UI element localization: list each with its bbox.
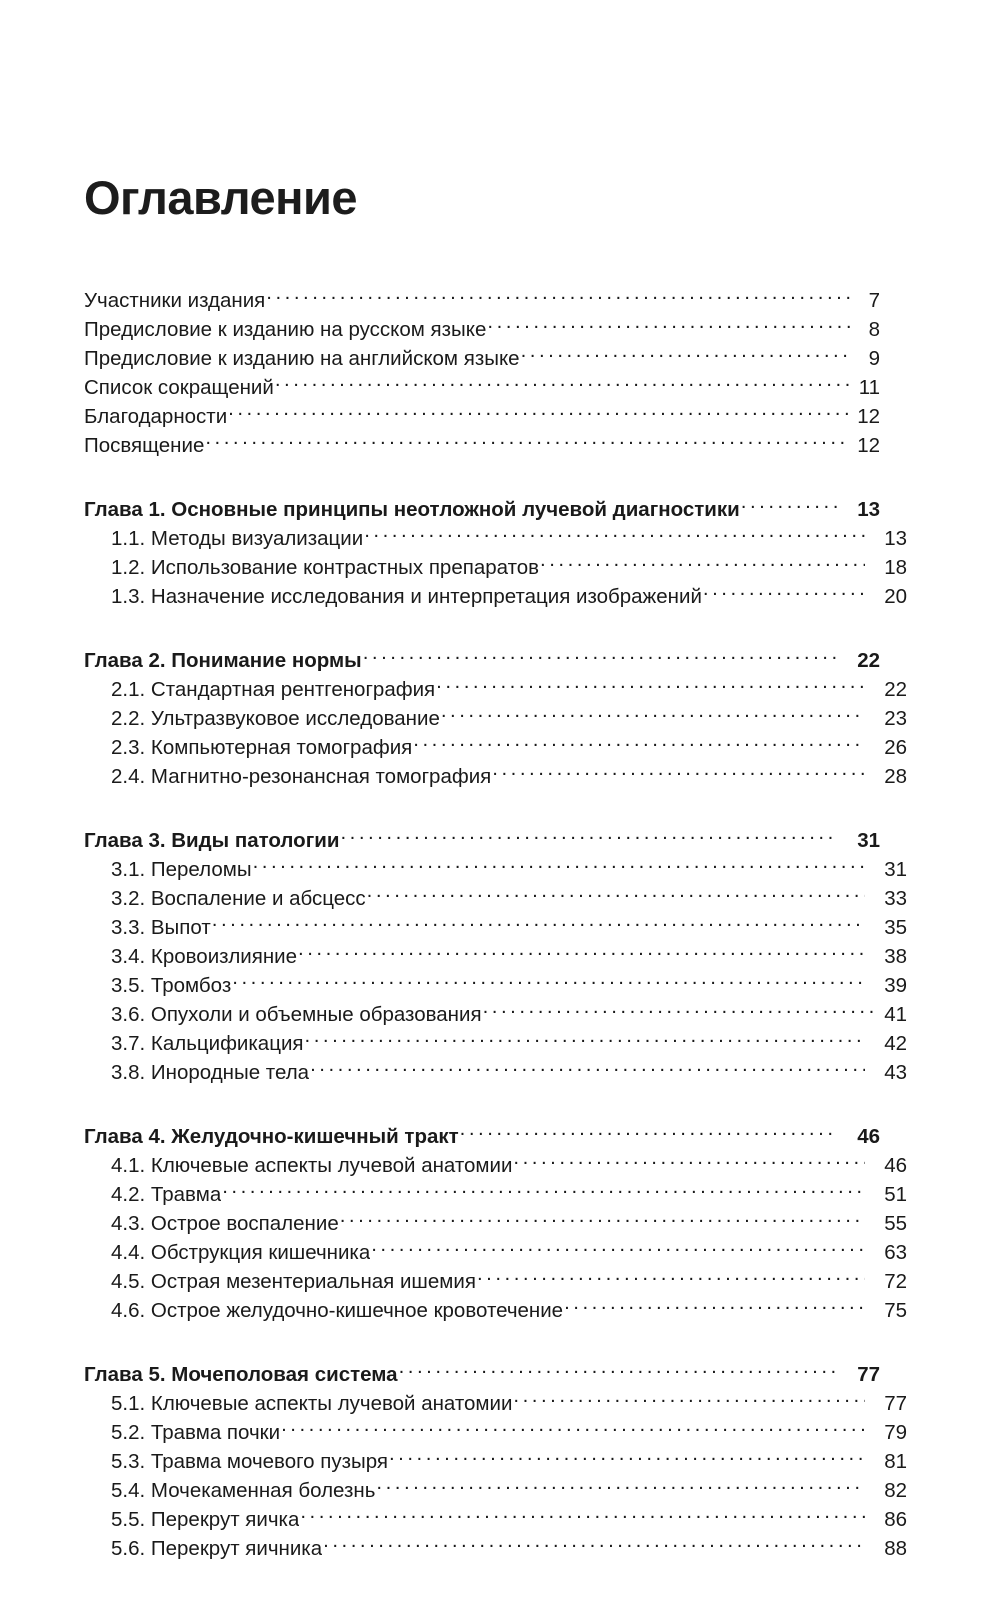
toc-section-entry[interactable] (84, 1238, 907, 1267)
toc-section-entry[interactable] (84, 704, 907, 733)
toc-entry-label: 5.6. Перекрут яичника (111, 1537, 323, 1560)
toc-entry-page-number: 39 (884, 974, 907, 997)
toc-entry-label: 1.3. Назначение исследования и интерпретация изображений (111, 585, 702, 608)
toc-entry-label: 4.5. Острая мезентериальная ишемия (111, 1270, 476, 1293)
chapter-block (84, 495, 907, 611)
toc-entry-label: 3.8. Инородные тела (111, 1061, 310, 1084)
chapter-block (84, 1122, 907, 1325)
toc-entry-page-number: 11 (858, 376, 880, 399)
toc-section-entry[interactable] (84, 1534, 907, 1563)
toc-entry-label: 5.5. Перекрут яичка (111, 1508, 300, 1531)
toc-entry-page-number: 22 (857, 649, 880, 672)
dot-leader (521, 345, 850, 366)
dot-leader (741, 496, 838, 517)
dot-leader (228, 403, 850, 424)
toc-entry-label: 2.1. Стандартная рентгенография (111, 678, 436, 701)
toc-section-entry[interactable] (84, 1418, 907, 1447)
toc-chapter-entry[interactable] (84, 826, 880, 855)
toc-entry-page-number: 63 (884, 1241, 907, 1264)
chapter-block (84, 1360, 907, 1563)
dot-leader (540, 554, 865, 575)
toc-section-entry[interactable] (84, 1058, 907, 1087)
toc-section-entry[interactable] (84, 1209, 907, 1238)
dot-leader (399, 1361, 838, 1382)
toc-section-entry[interactable] (84, 884, 907, 913)
dot-leader (413, 734, 865, 755)
toc-entry-label: 3.7. Кальцификация (111, 1032, 304, 1055)
dot-leader (436, 676, 865, 697)
dot-leader (363, 647, 838, 668)
dot-leader (513, 1390, 865, 1411)
toc-entry-label: 3.3. Выпот (111, 916, 211, 939)
toc-entry-label: 3.2. Воспаление и абсцесс (111, 887, 366, 910)
toc-list (84, 286, 907, 1563)
toc-entry-label: 2.2. Ультразвуковое исследование (111, 707, 440, 730)
toc-entry-label: Предисловие к изданию на русском языке (84, 318, 487, 341)
toc-section-entry[interactable] (84, 1296, 907, 1325)
toc-entry-page-number: 28 (884, 765, 907, 788)
toc-section-entry[interactable] (84, 1000, 907, 1029)
dot-leader (364, 525, 865, 546)
dot-leader (703, 583, 865, 604)
toc-entry-page-number: 77 (884, 1392, 907, 1415)
toc-entry-page-number: 82 (884, 1479, 907, 1502)
toc-entry-label: 4.6. Острое желудочно-кишечное кровотечение (111, 1299, 564, 1322)
toc-entry-label: 4.1. Ключевые аспекты лучевой анатомии (111, 1154, 513, 1177)
dot-leader (367, 885, 865, 906)
toc-chapter-entry[interactable] (84, 1122, 880, 1151)
dot-leader (253, 856, 865, 877)
toc-section-entry[interactable] (84, 971, 907, 1000)
dot-leader (266, 287, 850, 308)
dot-leader (513, 1152, 865, 1173)
toc-front-matter-entry[interactable] (84, 402, 880, 431)
dot-leader (305, 1030, 866, 1051)
toc-entry-label: Благодарности (84, 405, 228, 428)
toc-front-matter-entry[interactable] (84, 344, 880, 373)
chapter-groups (84, 495, 907, 1563)
toc-entry-page-number: 72 (884, 1270, 907, 1293)
toc-entry-page-number: 31 (884, 858, 907, 881)
toc-section-entry[interactable] (84, 913, 907, 942)
toc-front-matter-entry[interactable] (84, 373, 880, 402)
dot-leader (492, 763, 865, 784)
toc-entry-label: Участники издания (84, 289, 266, 312)
toc-section-entry[interactable] (84, 524, 907, 553)
dot-leader (340, 827, 838, 848)
toc-entry-page-number: 13 (857, 498, 880, 521)
toc-entry-page-number: 22 (884, 678, 907, 701)
toc-front-matter-entry[interactable] (84, 431, 880, 460)
toc-entry-label: 4.4. Обструкция кишечника (111, 1241, 371, 1264)
dot-leader (487, 316, 850, 337)
toc-entry-label: 4.3. Острое воспаление (111, 1212, 339, 1235)
toc-entry-label: 2.3. Компьютерная томография (111, 736, 413, 759)
toc-entry-page-number: 41 (884, 1003, 907, 1026)
dot-leader (441, 705, 865, 726)
toc-section-entry[interactable] (84, 675, 907, 704)
dot-leader (483, 1001, 876, 1022)
toc-chapter-entry[interactable] (84, 1360, 880, 1389)
toc-entry-page-number: 9 (868, 347, 880, 370)
toc-entry-page-number: 46 (857, 1125, 880, 1148)
toc-entry-page-number: 8 (868, 318, 880, 341)
toc-entry-page-number: 81 (884, 1450, 907, 1473)
toc-section-entry[interactable] (84, 1389, 907, 1418)
toc-entry-label: Глава 5. Мочеполовая система (84, 1363, 398, 1386)
dot-leader (460, 1123, 838, 1144)
dot-leader (477, 1268, 865, 1289)
toc-section-entry[interactable] (84, 1180, 907, 1209)
toc-entry-label: 1.2. Использование контрастных препаратов (111, 556, 540, 579)
toc-entry-page-number: 86 (884, 1508, 907, 1531)
toc-section-entry[interactable] (84, 1029, 907, 1058)
toc-entry-page-number: 38 (884, 945, 907, 968)
chapter-block (84, 646, 907, 791)
toc-entry-page-number: 79 (884, 1421, 907, 1444)
dot-leader (310, 1059, 865, 1080)
toc-entry-page-number: 12 (857, 405, 880, 428)
toc-section-entry[interactable] (84, 942, 907, 971)
toc-entry-page-number: 31 (857, 829, 880, 852)
toc-entry-page-number: 13 (884, 527, 907, 550)
toc-section-entry[interactable] (84, 733, 907, 762)
toc-section-entry[interactable] (84, 582, 907, 611)
toc-front-matter-entry[interactable] (84, 286, 880, 315)
toc-entry-label: 3.5. Тромбоз (111, 974, 232, 997)
toc-section-entry[interactable] (84, 1447, 907, 1476)
front-matter-group (84, 286, 880, 460)
toc-section-entry[interactable] (84, 1267, 907, 1296)
dot-leader (281, 1419, 865, 1440)
dot-leader (298, 943, 865, 964)
toc-entry-label: Глава 1. Основные принципы неотложной лучевой диагностики (84, 498, 740, 521)
dot-leader (371, 1239, 865, 1260)
toc-entry-label: 3.4. Кровоизлияние (111, 945, 298, 968)
toc-entry-page-number: 12 (857, 434, 880, 457)
chapter-block (84, 826, 907, 1087)
dot-leader (323, 1535, 865, 1556)
dot-leader (205, 432, 850, 453)
toc-chapter-entry[interactable] (84, 646, 880, 675)
toc-section-entry[interactable] (84, 553, 907, 582)
toc-entry-page-number: 42 (884, 1032, 907, 1055)
dot-leader (389, 1448, 865, 1469)
dot-leader (564, 1297, 865, 1318)
toc-entry-label: 2.4. Магнитно-резонансная томография (111, 765, 492, 788)
dot-leader (232, 972, 865, 993)
toc-entry-label: Глава 2. Понимание нормы (84, 649, 362, 672)
toc-entry-label: Предисловие к изданию на английском языке (84, 347, 520, 370)
toc-entry-page-number: 46 (884, 1154, 907, 1177)
toc-section-entry[interactable] (84, 855, 907, 884)
toc-entry-page-number: 88 (884, 1537, 907, 1560)
toc-entry-page-number: 18 (884, 556, 907, 579)
toc-entry-label: Посвящение (84, 434, 205, 457)
page-title: Оглавление (84, 171, 358, 225)
toc-entry-label: Глава 4. Желудочно-кишечный тракт (84, 1125, 459, 1148)
toc-entry-label: 5.2. Травма почки (111, 1421, 281, 1444)
dot-leader (340, 1210, 865, 1231)
toc-front-matter-entry[interactable] (84, 315, 880, 344)
toc-entry-page-number: 33 (884, 887, 907, 910)
toc-section-entry[interactable] (84, 1505, 907, 1534)
toc-entry-page-number: 55 (884, 1212, 907, 1235)
toc-entry-page-number: 75 (884, 1299, 907, 1322)
toc-entry-label: Глава 3. Виды патологии (84, 829, 340, 852)
dot-leader (376, 1477, 865, 1498)
toc-entry-page-number: 35 (884, 916, 907, 939)
dot-leader (275, 374, 850, 395)
toc-section-entry[interactable] (84, 762, 907, 791)
toc-entry-label: Список сокращений (84, 376, 274, 399)
toc-entry-label: 5.1. Ключевые аспекты лучевой анатомии (111, 1392, 513, 1415)
toc-section-entry[interactable] (84, 1476, 907, 1505)
toc-section-entry[interactable] (84, 1151, 907, 1180)
toc-entry-label: 4.2. Травма (111, 1183, 222, 1206)
dot-leader (212, 914, 865, 935)
toc-entry-label: 3.6. Опухоли и объемные образования (111, 1003, 482, 1026)
dot-leader (222, 1181, 865, 1202)
toc-entry-label: 3.1. Переломы (111, 858, 252, 881)
toc-chapter-entry[interactable] (84, 495, 880, 524)
dot-leader (300, 1506, 865, 1527)
toc-entry-label: 1.1. Методы визуализации (111, 527, 364, 550)
toc-entry-page-number: 23 (884, 707, 907, 730)
toc-entry-page-number: 26 (884, 736, 907, 759)
toc-entry-page-number: 20 (884, 585, 907, 608)
toc-entry-label: 5.4. Мочекаменная болезнь (111, 1479, 376, 1502)
toc-entry-label: 5.3. Травма мочевого пузыря (111, 1450, 388, 1473)
toc-entry-page-number: 51 (884, 1183, 907, 1206)
toc-entry-page-number: 7 (868, 289, 880, 312)
toc-entry-page-number: 77 (857, 1363, 880, 1386)
toc-entry-page-number: 43 (884, 1061, 907, 1084)
